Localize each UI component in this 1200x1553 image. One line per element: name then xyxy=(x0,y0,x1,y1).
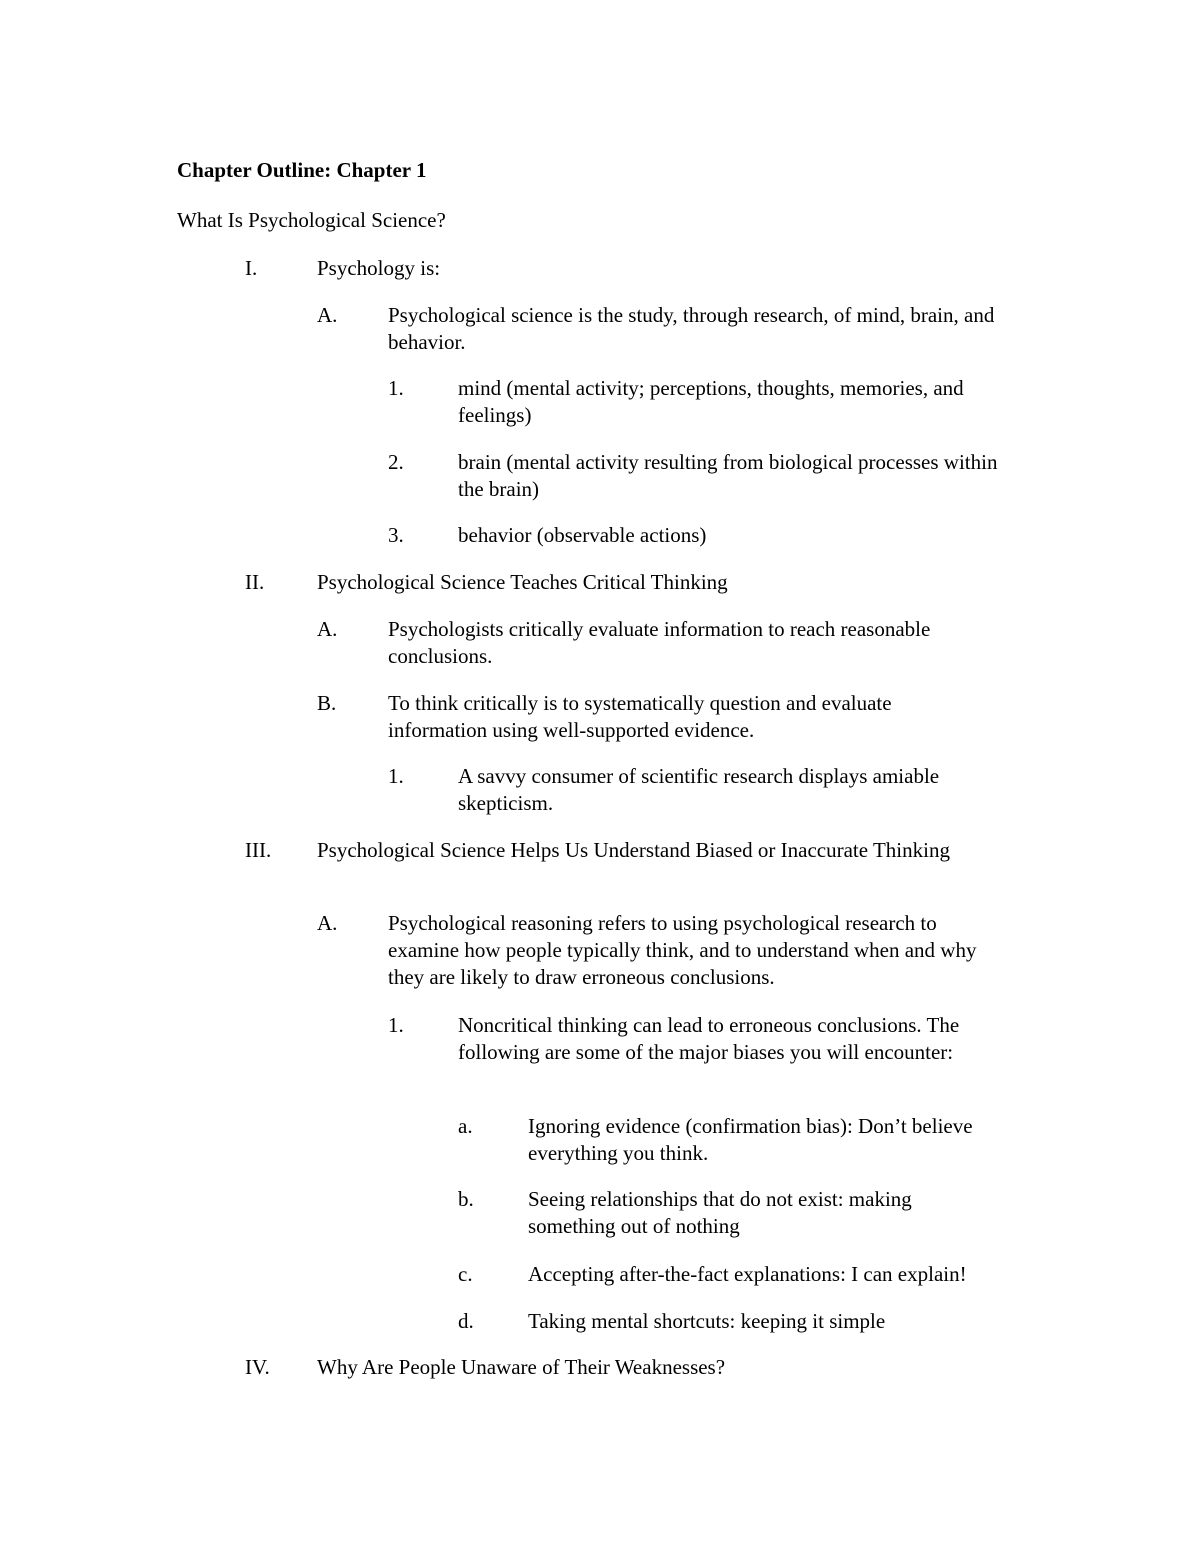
outline-marker: III. xyxy=(245,838,272,862)
outline-text: Seeing relationships that do not exist: making something out of nothing xyxy=(528,1187,912,1238)
outline-marker: 1. xyxy=(388,1013,404,1037)
outline-text: Noncritical thinking can lead to erroneous conclusions. The following are some of the major biases you will encounter: xyxy=(458,1013,960,1064)
outline-marker: 1. xyxy=(388,376,404,400)
outline-text: mind (mental activity; perceptions, thoughts, memories, and feelings) xyxy=(458,376,964,427)
outline-marker: A. xyxy=(317,617,338,641)
outline-marker: IV. xyxy=(245,1355,270,1379)
outline-marker: A. xyxy=(317,911,338,935)
outline-text: Taking mental shortcuts: keeping it simple xyxy=(528,1309,886,1333)
outline-text: brain (mental activity resulting from biological processes within the brain) xyxy=(458,450,998,501)
outline-marker: A. xyxy=(317,303,338,327)
outline-text: Psychological Science Teaches Critical Thinking xyxy=(317,570,728,594)
outline-marker: 3. xyxy=(388,523,404,547)
outline-text: Psychological reasoning refers to using psychological research to examine how people typically think, and to understand when and why they are likely to draw erroneous conclusions. xyxy=(388,911,977,989)
outline-text: A savvy consumer of scientific research displays amiable skepticism. xyxy=(458,764,940,815)
page-title: Chapter Outline: Chapter 1 xyxy=(177,158,427,182)
outline-marker: B. xyxy=(317,691,337,715)
outline-text: Accepting after-the-fact explanations: I can explain! xyxy=(528,1262,967,1286)
outline-text: Psychological science is the study, through research, of mind, brain, and behavior. xyxy=(388,303,995,354)
outline-text: Psychology is: xyxy=(317,256,441,280)
outline-marker: a. xyxy=(458,1114,473,1138)
outline-marker: II. xyxy=(245,570,265,594)
outline-text: To think critically is to systematically question and evaluate information using well-supported evidence. xyxy=(388,691,892,742)
outline-text: Psychologists critically evaluate information to reach reasonable conclusions. xyxy=(388,617,931,668)
outline-marker: 2. xyxy=(388,450,404,474)
outline-marker: I. xyxy=(245,256,258,280)
outline-text: Ignoring evidence (confirmation bias): Don’t believe everything you think. xyxy=(528,1114,973,1165)
outline-marker: d. xyxy=(458,1309,474,1333)
outline-marker: 1. xyxy=(388,764,404,788)
outline-marker: b. xyxy=(458,1187,474,1211)
outline-marker: c. xyxy=(458,1262,473,1286)
outline-text: Psychological Science Helps Us Understand Biased or Inaccurate Thinking xyxy=(317,838,950,862)
outline-text: Why Are People Unaware of Their Weaknesses? xyxy=(317,1355,726,1379)
section-heading: What Is Psychological Science? xyxy=(177,208,446,232)
outline-text: behavior (observable actions) xyxy=(458,523,707,547)
